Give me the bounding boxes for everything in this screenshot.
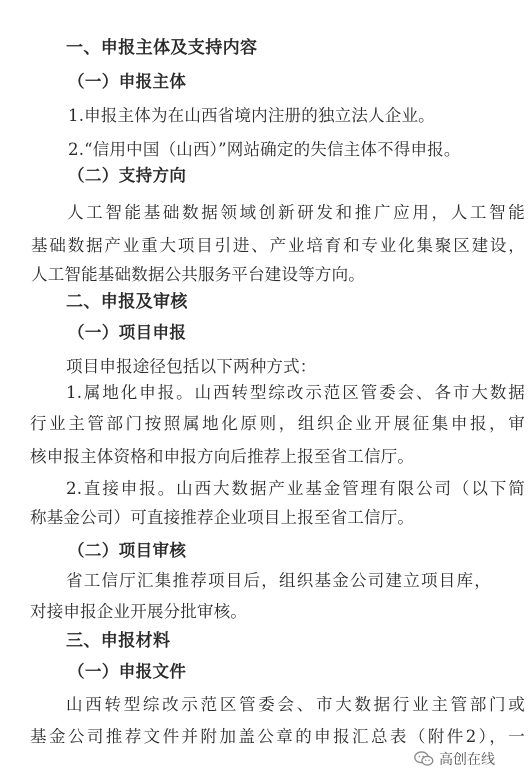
subsection-heading-1-2: （二）支持方向: [68, 166, 187, 185]
subsection-heading-2-1: （一）项目申报: [68, 323, 187, 342]
paragraph-line: 1.申报主体为在山西省境内注册的独立法人企业。: [68, 106, 435, 125]
subsection-heading-3-1: （一）申报文件: [68, 662, 187, 681]
paragraph-line: 2.“信用中国（山西）”网站确定的失信主体不得申报。: [68, 140, 461, 159]
subsection-heading-2-2: （二）项目审核: [68, 541, 187, 560]
section-heading-3: 三、申报材料: [66, 631, 171, 651]
paragraph-line: 项目申报途径包括以下两种方式：: [66, 357, 317, 376]
paragraph-line: 1.属地化申报。山西转型综改示范区管委会、各市大数据: [66, 383, 525, 402]
section-heading-1: 一、申报主体及支持内容: [66, 38, 258, 58]
paragraph-line: 省工信厅汇集推荐项目后，组织基金公司建立项目库，: [66, 571, 491, 590]
paragraph-line: 行业主管部门按照属地化原则，组织企业开展征集申报，审: [30, 414, 525, 433]
paragraph-line: 人工智能基础数据领域创新研发和推广应用，人工智能: [67, 203, 525, 222]
paragraph-line: 人工智能基础数据公共服务平台建设等方向。: [31, 265, 365, 284]
paragraph-line: 对接申报企业开展分批审核。: [30, 602, 248, 621]
wechat-icon: [414, 750, 434, 768]
paragraph-line: 山西转型综改示范区管委会、市大数据行业主管部门或: [66, 695, 525, 714]
paragraph-line: 基金公司推荐文件并附加盖公章的申报汇总表（附件2），一: [30, 727, 525, 746]
subsection-heading-1-1: （一）申报主体: [68, 72, 187, 91]
watermark: [414, 749, 495, 769]
section-heading-2: 二、申报及审核: [66, 292, 188, 312]
paragraph-line: 基础数据产业重大项目引进、产业培育和专业化集聚区建设，: [31, 236, 525, 255]
paragraph-line: 核申报主体资格和申报方向后推荐上报至省工信厅。: [30, 447, 415, 466]
paragraph-line: 2.直接申报。山西大数据产业基金管理有限公司（以下简: [66, 479, 525, 498]
paragraph-line: 称基金公司）可直接推荐企业项目上报至省工信厅。: [30, 508, 415, 527]
watermark-text: 高创在线: [439, 752, 495, 768]
